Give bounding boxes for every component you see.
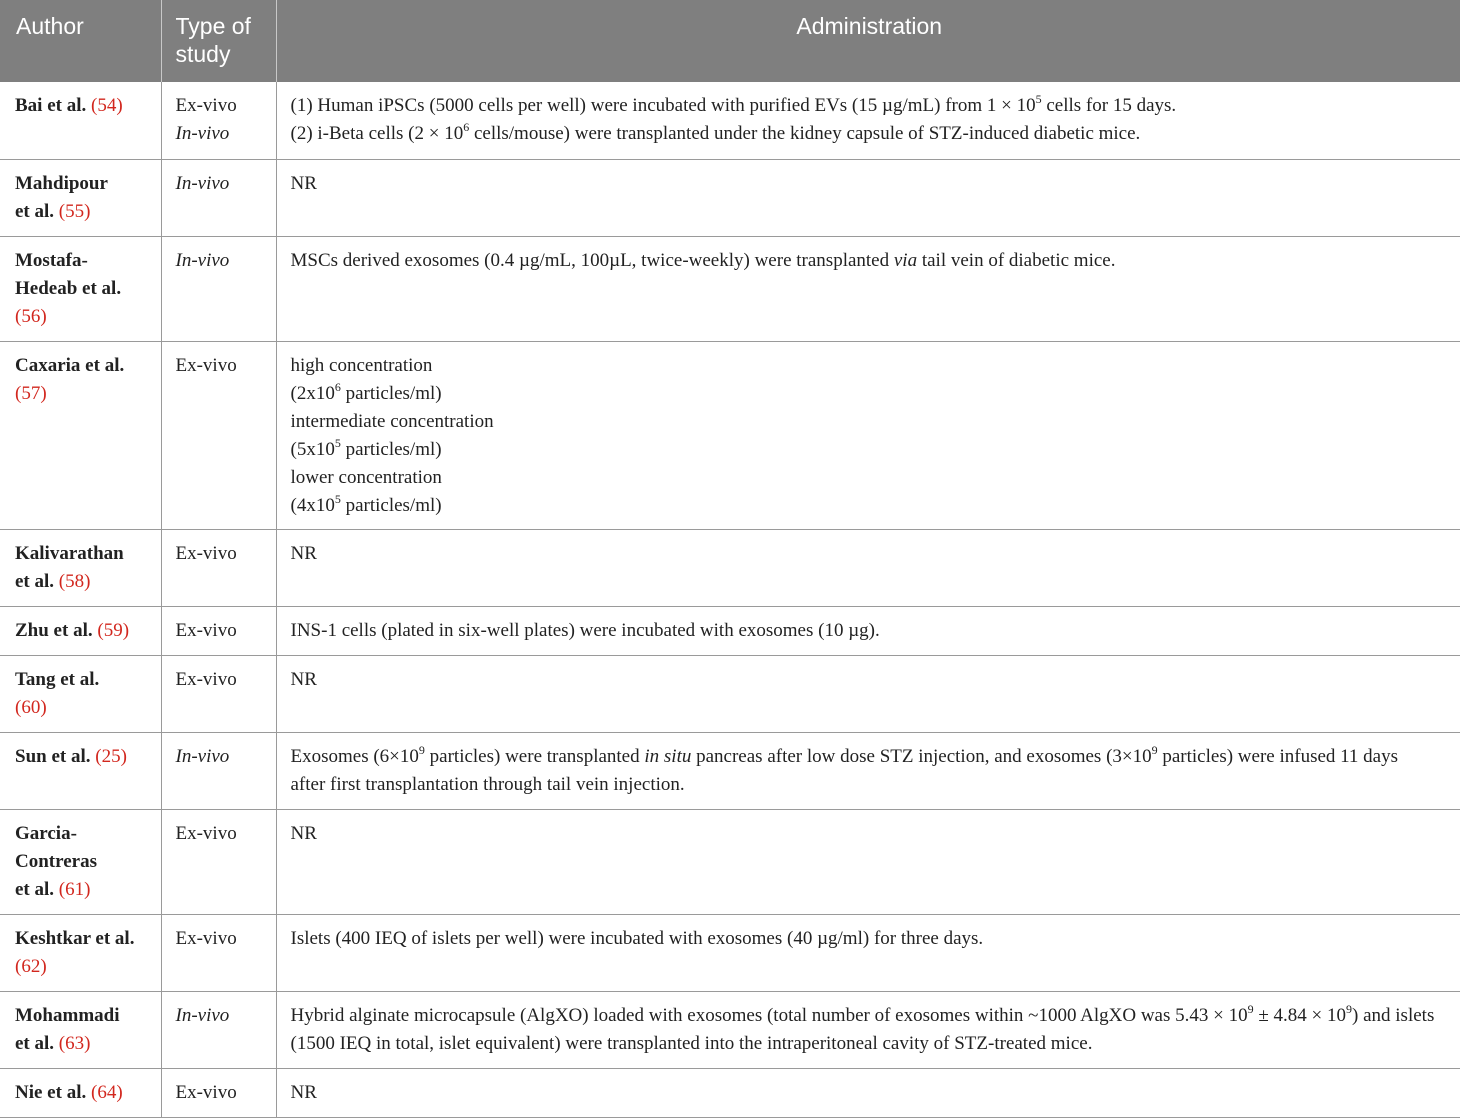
author-name: Zhu et al. <box>15 619 93 641</box>
table-row <box>0 1068 1460 1117</box>
author-cell: Mohammadi et al. (63) <box>0 991 161 1068</box>
administration-line: (1) Human iPSCs (5000 cells per well) were incubated with purified EVs (15 µg/mL) from $1 \times 10^5$ cells for 15 days. <box>290 92 1177 116</box>
administration-cell: NR <box>276 529 1460 606</box>
author-name: Contreras <box>15 850 97 872</box>
table-row <box>0 914 1460 991</box>
reference-link[interactable]: 60 <box>21 696 41 718</box>
administration-cell: Islets (400 IEQ of islets per well) were incubated with exosomes (40 µg/ml) for three days. <box>276 914 1460 991</box>
table-header <box>0 0 1460 82</box>
author-name: Sun et al. <box>15 745 91 767</box>
reference-link[interactable]: 56 <box>21 305 41 327</box>
study-type: In-vivo <box>161 236 276 341</box>
table-row <box>0 159 1460 236</box>
reference-link[interactable]: 64 <box>97 1081 117 1103</box>
author-cell: Keshtkar et al. (62) <box>0 914 161 991</box>
author-name: Tang et al. <box>15 668 100 690</box>
table-row <box>0 529 1460 606</box>
author-name: et al. <box>15 200 55 222</box>
author-cell: Garcia- Contreras et al. (61) <box>0 809 161 914</box>
author-name: et al. <box>15 570 55 592</box>
author-name: Hedeab et al. <box>15 277 122 299</box>
author-name: Mohammadi <box>15 1004 120 1026</box>
author-name: Nie et al. <box>15 1081 87 1103</box>
author-name: Garcia- <box>15 822 77 844</box>
table-row <box>0 732 1460 809</box>
table-row <box>0 991 1460 1068</box>
reference-link[interactable]: 58 <box>65 570 85 592</box>
author-name: Mahdipour <box>15 172 108 194</box>
author-cell: Nie et al. (64) <box>0 1068 161 1117</box>
author-name: Kalivarathan <box>15 542 124 564</box>
study-type: Ex-vivo <box>175 95 237 116</box>
administration-cell: NR <box>276 1068 1460 1117</box>
author-name: et al. <box>15 1032 55 1054</box>
author-cell: Sun et al. (25) <box>0 732 161 809</box>
reference-link[interactable]: 59 <box>103 619 123 641</box>
administration-cell: NR <box>276 809 1460 914</box>
column-header-author: Author <box>0 0 161 82</box>
table-row <box>0 606 1460 655</box>
administration-cell: MSCs derived exosomes (0.4 µg/mL, 100µL, twice-weekly) were transplanted via tail vein of diabetic mice. <box>276 236 1460 341</box>
study-type: Ex-vivo <box>161 606 276 655</box>
reference-link[interactable]: 61 <box>65 878 85 900</box>
study-type: Ex-vivo <box>161 809 276 914</box>
author-name: Bai et al. <box>15 95 87 116</box>
author-cell: Kalivarathan et al. (58) <box>0 529 161 606</box>
table-row <box>0 341 1460 529</box>
table-row <box>0 82 1460 159</box>
author-cell: Mahdipour et al. (55) <box>0 159 161 236</box>
reference-link[interactable]: 63 <box>65 1032 85 1054</box>
author-cell: Mostafa- Hedeab et al. (56) <box>0 236 161 341</box>
study-type: In-vivo <box>161 991 276 1068</box>
column-header-type: Type of study <box>161 0 276 82</box>
reference-link[interactable]: 62 <box>21 955 41 977</box>
author-name: et al. <box>15 878 55 900</box>
study-type: In-vivo <box>161 732 276 809</box>
table-row <box>0 655 1460 732</box>
administration-cell: high concentration ($2x10^6$ particles/ml) intermediate concentration ($5x10^5$ particles/ml) lower concentration ($4x10^5$ particles/ml) <box>276 341 1460 529</box>
reference-link[interactable]: 57 <box>21 382 41 404</box>
table-row <box>0 809 1460 914</box>
study-type: Ex-vivo <box>161 529 276 606</box>
administration-cell: INS-1 cells (plated in six-well plates) were incubated with exosomes (10 µg). <box>276 606 1460 655</box>
study-type: Ex-vivo <box>161 914 276 991</box>
reference-link[interactable]: 25 <box>101 745 121 767</box>
study-type: Ex-vivo <box>161 655 276 732</box>
reference-link[interactable]: 55 <box>65 200 85 222</box>
study-type: Ex-vivo <box>161 1068 276 1117</box>
administration-cell <box>276 82 1460 159</box>
author-name: Keshtkar et al. <box>15 927 135 949</box>
author-cell: Zhu et al. (59) <box>0 606 161 655</box>
author-name: Mostafa- <box>15 249 88 271</box>
administration-cell: NR <box>276 159 1460 236</box>
study-type: In-vivo <box>175 123 230 144</box>
column-header-administration: Administration <box>276 0 1460 82</box>
type-cell <box>161 82 276 159</box>
administration-line: (2) i-Beta cells ($2 \times 10^6$ cells/mouse) were transplanted under the kidney capsule of STZ-induced diabetic mice. <box>290 120 1141 144</box>
author-name: Caxaria et al. <box>15 354 125 376</box>
study-type: In-vivo <box>161 159 276 236</box>
header-row <box>0 0 1460 82</box>
author-cell: Tang et al. (60) <box>0 655 161 732</box>
reference-link[interactable]: 54 <box>97 95 117 116</box>
author-cell: Caxaria et al. (57) <box>0 341 161 529</box>
administration-cell: Hybrid alginate microcapsule (AlgXO) loaded with exosomes (total number of exosomes within ~1000 AlgXO was $5.43 \times 10^9 \pm 4.84 \times 10^9$) and islets (1500 IEQ in total, islet equivalent) were transplanted into the intraperitoneal cavity of STZ-treated mice. <box>276 991 1460 1068</box>
administration-cell: NR <box>276 655 1460 732</box>
study-type: Ex-vivo <box>161 341 276 529</box>
administration-cell: Exosomes ($6\times 10^9$ particles) were transplanted in situ pancreas after low dose STZ injection, and exosomes ($3\times 10^9$ particles) were infused 11 days after first transplantation through tail vein injection. <box>276 732 1460 809</box>
table-row <box>0 236 1460 341</box>
author-cell: Bai et al. (54) <box>0 82 161 159</box>
